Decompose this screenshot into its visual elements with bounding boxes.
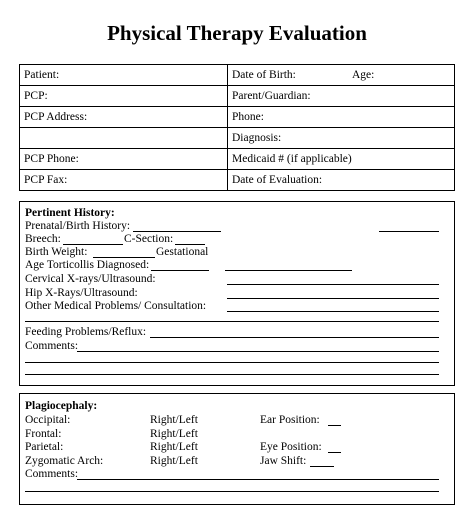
age-torticollis-input-line[interactable] (151, 270, 209, 271)
parietal-label: Parietal: (25, 441, 64, 453)
table-row (20, 107, 455, 128)
hip-input-line[interactable] (227, 298, 439, 299)
plagio-comments-input-line[interactable] (77, 479, 439, 480)
table-row (20, 128, 455, 149)
birth-weight-input-line[interactable] (93, 257, 155, 258)
pcp-fax-field[interactable]: PCP Fax: (20, 170, 228, 191)
zygomatic-side[interactable]: Right/Left (150, 455, 198, 467)
table-row (20, 170, 455, 191)
eye-position-label: Eye Position: (260, 441, 322, 453)
patient-field[interactable]: Patient: (20, 65, 228, 86)
age-torticollis-input-line-2[interactable] (225, 270, 352, 271)
cervical-label: Cervical X-rays/Ultrasound: (25, 273, 156, 285)
comments-input-line[interactable] (77, 351, 439, 352)
gestational-label: Gestational (156, 246, 209, 258)
frontal-label: Frontal: (25, 428, 62, 440)
table-row (20, 65, 455, 86)
prenatal-input-line[interactable] (133, 231, 221, 232)
pcp-address-field-continued[interactable] (20, 128, 228, 149)
ear-position-input-line[interactable] (328, 425, 341, 426)
comments-input-line-2[interactable] (25, 362, 439, 363)
diagnosis-field[interactable]: Diagnosis: (228, 128, 455, 149)
prenatal-label: Prenatal/Birth History: (25, 220, 131, 232)
pertinent-history-section (19, 201, 455, 386)
other-medical-label: Other Medical Problems/ Consultation: (25, 300, 207, 312)
pertinent-history-heading: Pertinent History: (25, 207, 115, 219)
ear-position-label: Ear Position: (260, 414, 320, 426)
plagiocephaly-heading: Plagiocephaly: (25, 400, 98, 412)
breech-input-line[interactable] (63, 244, 123, 245)
blank-input-line[interactable] (25, 321, 439, 322)
plagio-comments-input-line-2[interactable] (25, 491, 439, 492)
plagio-comments-label: Comments: (25, 468, 79, 480)
feeding-label: Feeding Problems/Reflux: (25, 326, 147, 338)
pcp-phone-field[interactable]: PCP Phone: (20, 149, 228, 170)
other-medical-input-line[interactable] (227, 311, 439, 312)
csection-label: C-Section: (124, 233, 174, 245)
jaw-shift-input-line[interactable] (310, 466, 334, 467)
zygomatic-label: Zygomatic Arch: (25, 455, 104, 467)
prenatal-input-line-2[interactable] (379, 231, 439, 232)
patient-info-table (19, 64, 455, 191)
parietal-side[interactable]: Right/Left (150, 441, 198, 453)
breech-label: Breech: (25, 233, 61, 245)
table-row (20, 86, 455, 107)
eye-position-input-line[interactable] (328, 452, 341, 453)
phone-field[interactable]: Phone: (228, 107, 455, 128)
hip-label: Hip X-Rays/Ultrasound: (25, 287, 138, 299)
page-title: Physical Therapy Evaluation (107, 21, 367, 45)
pcp-field[interactable]: PCP: (20, 86, 228, 107)
parent-guardian-field[interactable]: Parent/Guardian: (228, 86, 455, 107)
comments-input-line-3[interactable] (25, 374, 439, 375)
plagiocephaly-section (19, 393, 455, 505)
occipital-side[interactable]: Right/Left (150, 414, 198, 426)
jaw-shift-label: Jaw Shift: (260, 455, 307, 467)
medicaid-field[interactable]: Medicaid # (if applicable) (228, 149, 455, 170)
date-of-evaluation-field[interactable]: Date of Evaluation: (228, 170, 455, 191)
feeding-input-line[interactable] (150, 337, 439, 338)
table-row (20, 149, 455, 170)
birth-weight-label: Birth Weight: (25, 246, 88, 258)
csection-input-line[interactable] (175, 244, 205, 245)
occipital-label: Occipital: (25, 414, 71, 426)
date-of-birth-label: Date of Birth: (232, 69, 296, 81)
comments-label: Comments: (25, 340, 79, 352)
cervical-input-line[interactable] (227, 284, 439, 285)
age-label: Age: (352, 69, 375, 81)
pcp-address-field[interactable]: PCP Address: (20, 107, 228, 128)
date-of-birth-field[interactable] (228, 65, 455, 86)
age-torticollis-label: Age Torticollis Diagnosed: (25, 259, 150, 271)
frontal-side[interactable]: Right/Left (150, 428, 198, 440)
